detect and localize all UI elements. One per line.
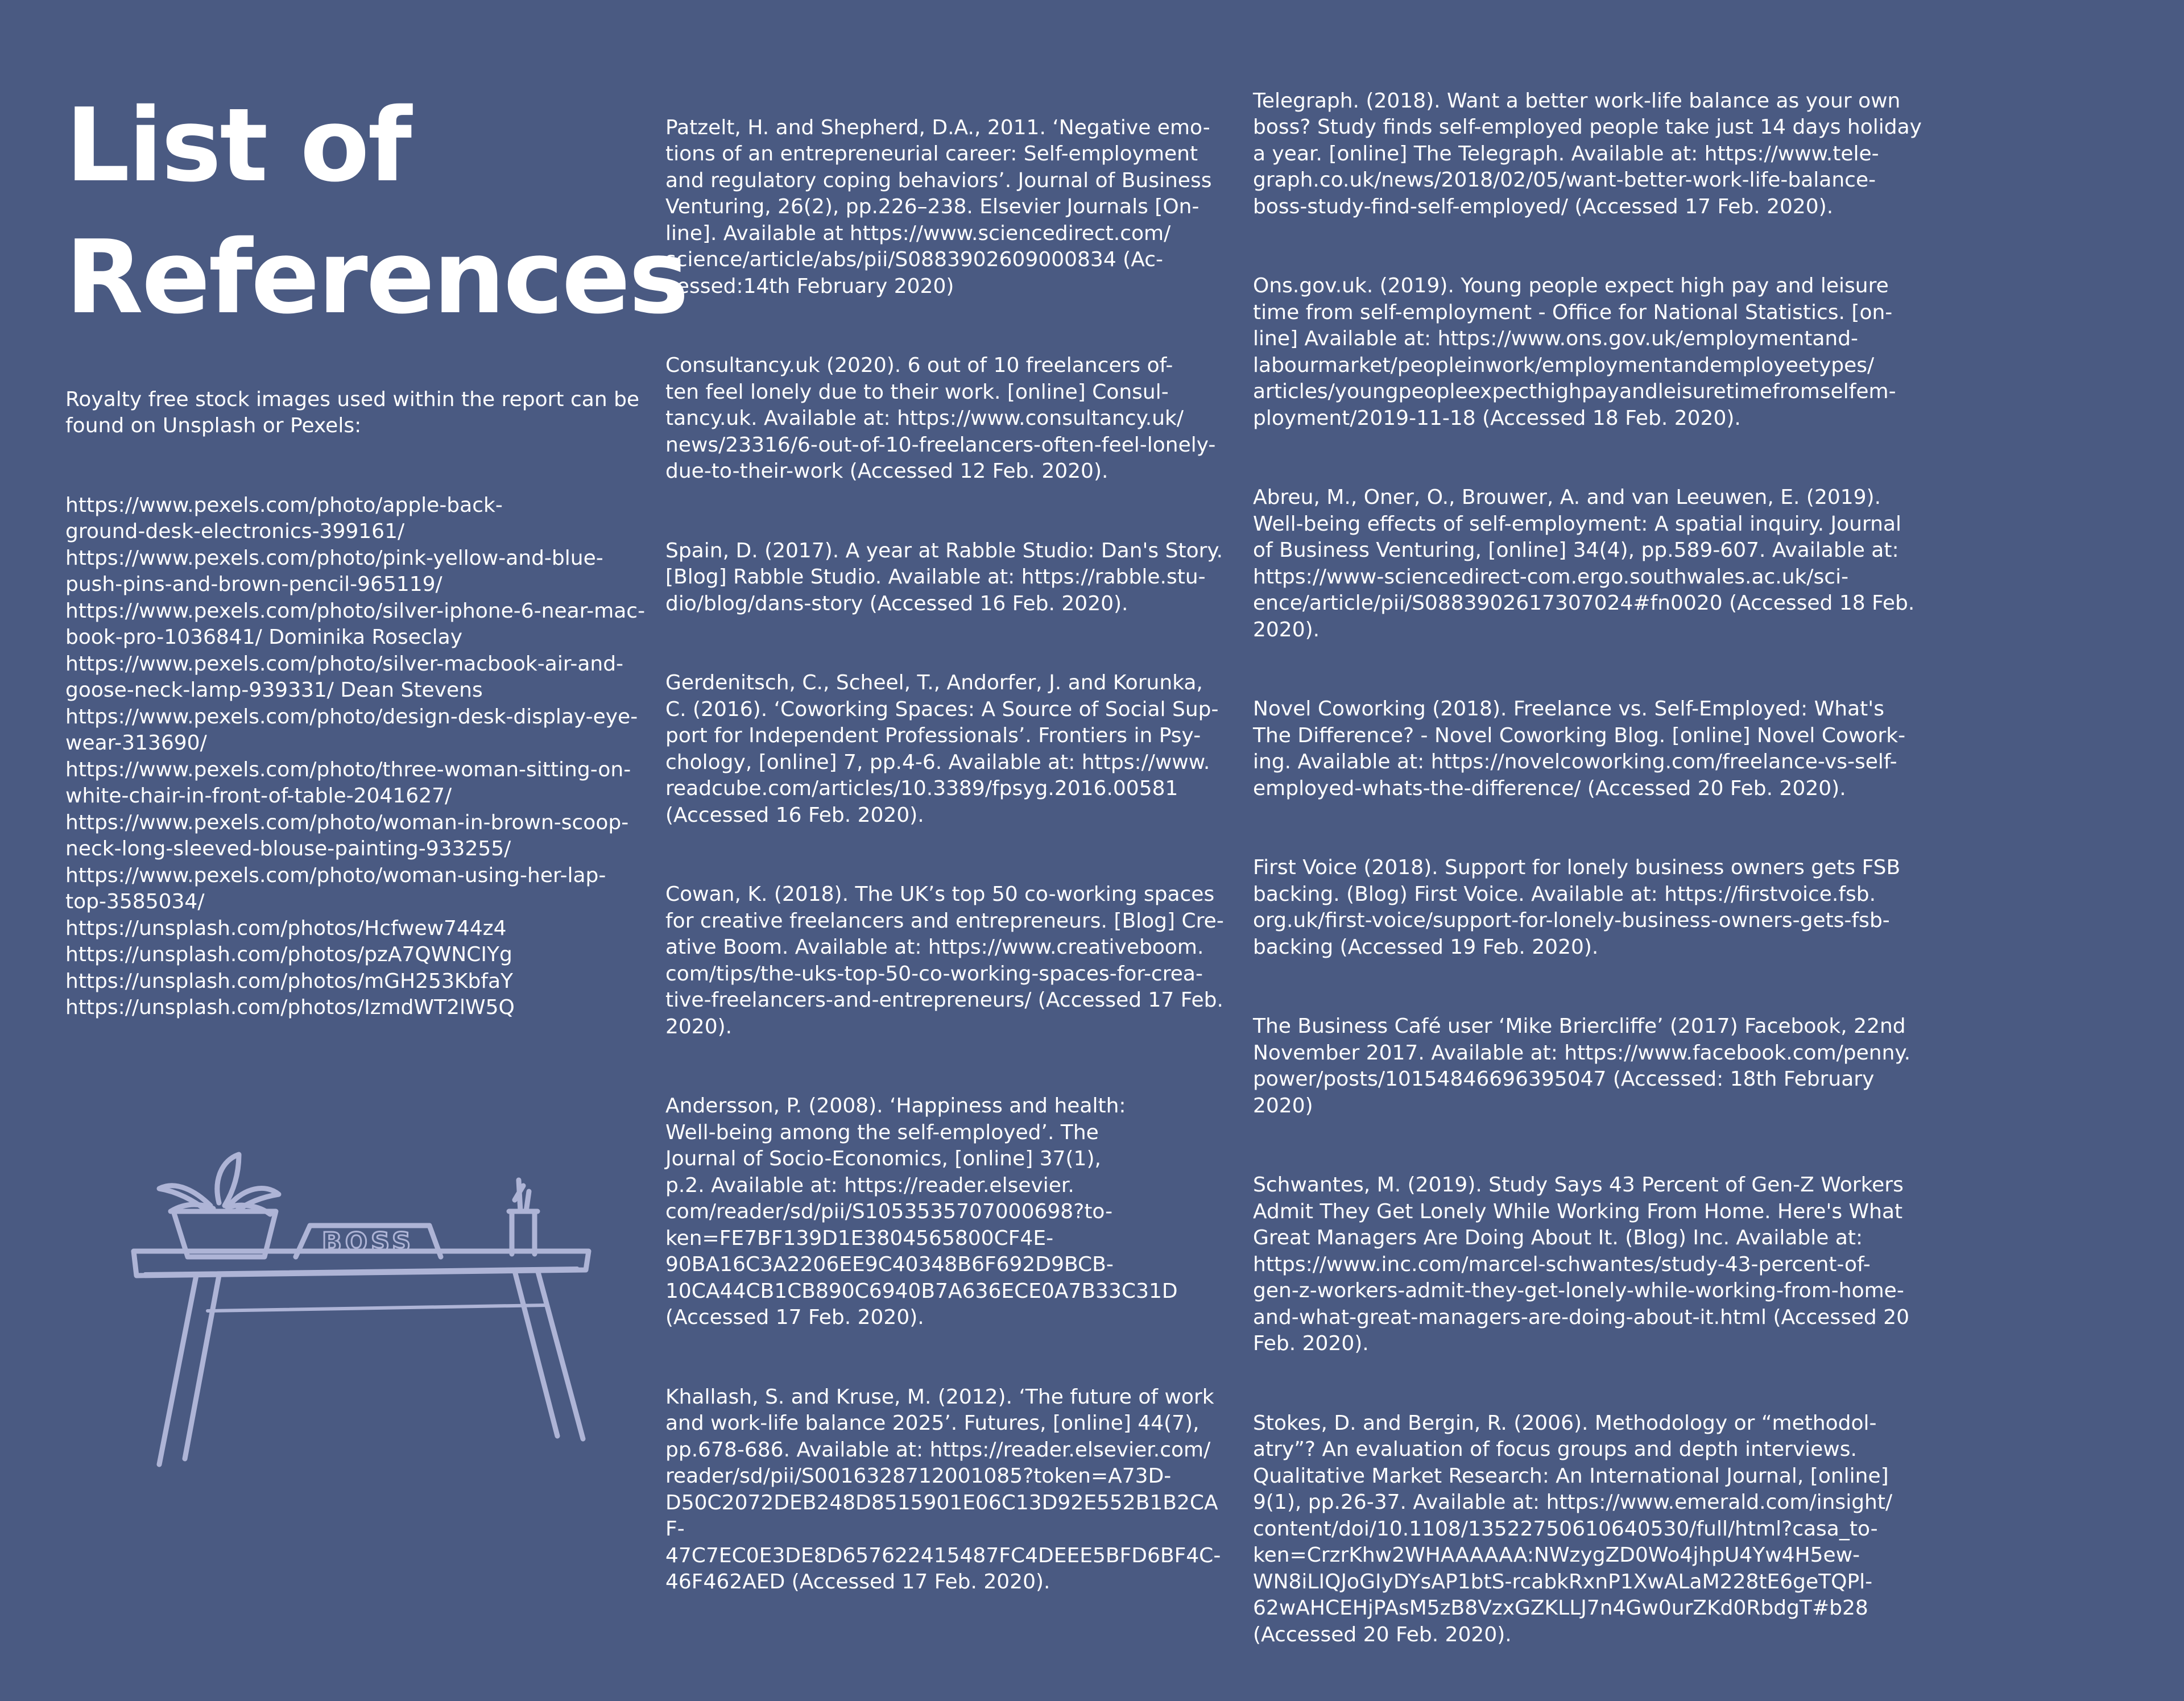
desk-leg	[515, 1271, 557, 1436]
pencil	[515, 1180, 529, 1211]
desk-illustration	[122, 1140, 623, 1476]
references-column-middle	[665, 88, 1228, 1649]
reference-item: Stokes, D. and Bergin, R. (2006). Methodology or “methodol- atry”? An evaluation of focus groups and depth interviews. Qualitative Market Research: An International Journal, [online] 9(1), pp.26-37. Available at: https://www.emerald.com/insight/ content/doi/10.1108/13522750610640530/full/html?casa_to- ken=CrzrKhw2WHAAAAAA:NWzygZD0Wo4jhpU4Yw4H5ew- WN8iLIQJoGIyDYsAP1btS-rcabkRxnP1XwALaM228tE6geTQPl- 62wAHCEHjPAsM5zB8VzxGZKLLJ7n4Gw0urZKd0RbdgT#b28 (Accessed 20 Feb. 2020).	[1253, 1411, 1893, 1646]
reference-item: Spain, D. (2017). A year at Rabble Studio: Dan's Story. [Blog] Rabble Studio. Available at: https://rabble.stu- dio/blog/dans-story (Accessed 16 Feb. 2020).	[665, 539, 1223, 615]
reference-item: Khallash, S. and Kruse, M. (2012). ‘The future of work and work-life balance 2025’. Futures, [online] 44(7), pp.678-686. Available at: https://reader.elsevier.com/ reader/sd/pii/S0016328712001085?token=A73D- D50C2072DEB248D8515901E06C13D92E552B1B2CAF- 47C7EC0E3DE8D657622415487FC4DEEE5BFD6BF4C- 46F462AED (Accessed 17 Feb. 2020).	[665, 1385, 1221, 1594]
reference-item: Novel Coworking (2018). Freelance vs. Self-Employed: What's The Difference? - Novel Coworking Blog. [online] Novel Cowork- ing. Available at: https://novelcoworking.com/freelance-vs-self- employed-whats-the-difference/ (Accessed 20 Feb. 2020).	[1253, 697, 1906, 800]
desk-leg	[537, 1270, 583, 1439]
reference-item: Cowan, K. (2018). The UK’s top 50 co-working spaces for creative freelancers and entrepreneurs. [Blog] Cre- ative Boom. Available at: https://www.creativeboom. com/tips/the-uks-top-50-co-working-spaces-for-crea- tive-freelancers-and-entrepreneurs/ (Accessed 17 Feb. 2020).	[665, 883, 1224, 1038]
references-column-right	[1253, 61, 1935, 1701]
reference-item: Gerdenitsch, C., Scheel, T., Andorfer, J. and Korunka, C. (2016). ‘Coworking Spaces: A Source of Social Sup- port for Independent Professionals’. Frontiers in Psy- chology, [online] 7, pp.4-6. Available at: https://www. readcube.com/articles/10.3389/fpsyg.2016.00581 (Accessed 16 Feb. 2020).	[665, 671, 1219, 827]
reference-item: Ons.gov.uk. (2019). Young people expect high pay and leisure time from self-employment - Office for National Statistics. [on- line] Available at: https://www.ons.gov.uk/employmentand- labourmarket/peopleinwork/employmentandemployeetypes/ articles/youngpeopleexpecthighpayandleisuretimefromselfem- ployment/2019-11-18 (Accessed 18 Feb. 2020).	[1253, 274, 1896, 430]
reference-item: Schwantes, M. (2019). Study Says 43 Percent of Gen-Z Workers Admit They Get Lonely While Working From Home. Here's What Great Managers Are Doing About It. (Blog) Inc. Available at: https://www.inc.com/marcel-schwantes/study-43-percent-of- gen-z-workers-admit-they-get-lonely-while-working-from-home- and-what-great-managers-are-doing-about-it.html (Accessed 20 Feb. 2020).	[1253, 1173, 1910, 1355]
reference-item: Abreu, M., Oner, O., Brouwer, A. and van Leeuwen, E. (2019). Well-being effects of self-employment: A spatial inquiry. Journal of Business Venturing, [online] 34(4), pp.589-607. Available at: https://www-sciencedirect-com.ergo.southwales.ac.uk/sci- ence/article/pii/S0883902617307024#fn0020 (Accessed 18 Feb. 2020).	[1253, 486, 1915, 642]
reference-item: Patzelt, H. and Shepherd, D.A., 2011. ‘Negative emo- tions of an entrepreneurial career: Self-employment and regulatory coping behaviors’. Journal of Business Venturing, 26(2), pp.226–238. Elsevier Journals [On- line]. Available at https://www.sciencedirect.com/ science/article/abs/pii/S0883902609000834 (Ac- cessed:14th February 2020)	[665, 115, 1212, 298]
reference-item: Andersson, P. (2008). ‘Happiness and health: Well-being among the self-employed’. The Journal of Socio-Economics, [online] 37(1), p.2. Available at: https://reader.elsevier. com/reader/sd/pii/S1053535707000698?to- ken=FE7BF139D1E3804565800CF4E- 90BA16C3A2206EE9C40348B6F692D9BCB- 10CA44CB1CB890C6940B7A636ECE0A7B33C31D (Accessed 17 Feb. 2020).	[665, 1094, 1178, 1329]
boss-sign-label: BOSS	[321, 1227, 415, 1257]
image-credits-column	[65, 360, 668, 1074]
reference-item: Consultancy.uk (2020). 6 out of 10 freelancers of- ten feel lonely due to their work. [online] Consul- tancy.uk. Available at: https://www.consultancy.uk/ news/23316/6-out-of-10-freelancers-often-feel-lonely- due-to-their-work (Accessed 12 Feb. 2020).	[665, 354, 1216, 483]
reference-item: Telegraph. (2018). Want a better work-life balance as your own boss? Study finds self-employed people take just 14 days holiday a year. [online] The Telegraph. Available at: https://www.tele- graph.co.uk/news/2018/02/05/want-better-work-life-balance- boss-study-find-self-employed/ (Accessed 17 Feb. 2020).	[1253, 89, 1922, 218]
reference-item: First Voice (2018). Support for lonely business owners gets FSB backing. (Blog) First Voice. Available at: https://firstvoice.fsb. org.uk/first-voice/support-for-lonely-business-owners-gets-fsb- backing (Accessed 19 Feb. 2020).	[1253, 856, 1901, 959]
image-credits-intro: Royalty free stock images used within the report can be found on Unsplash or Pexels:	[65, 387, 640, 437]
image-links-list: https://www.pexels.com/photo/apple-back- ground-desk-electronics-399161/ https://www.pexels.com/photo/pink-yellow-and-blue- push-pins-and-brown-pencil-965119/ https://www.pexels.com/photo/silver-iphone-6-near-mac- book-pro-1036841/ Dominika Roseclay https://www.pexels.com/photo/silver-macbook-air-and- goose-neck-lamp-939331/ Dean Stevens https://www.pexels.com/photo/design-desk-display-eye- wear-313690/ https://www.pexels.com/photo/three-woman-sitting-on- white-chair-in-front-of-table-2041627/ https://www.pexels.com/photo/woman-in-brown-scoop- neck-long-sleeved-blouse-painting-933255/ https://www.pexels.com/photo/woman-using-her-lap- top-3585034/ https://unsplash.com/photos/Hcfwew744z4 https://unsplash.com/photos/pzA7QWNCIYg https://unsplash.com/photos/mGH253KbfaY https://unsplash.com/photos/IzmdWT2lW5Q	[65, 493, 646, 1019]
reference-item: The Business Café user ‘Mike Briercliffe’ (2017) Facebook, 22nd November 2017. Available at: https://www.facebook.com/penny. power/posts/10154846696395047 (Accessed: 18th February 2020)	[1253, 1015, 1911, 1118]
pencil-cup	[509, 1211, 537, 1254]
page-title: List of References	[65, 86, 688, 336]
